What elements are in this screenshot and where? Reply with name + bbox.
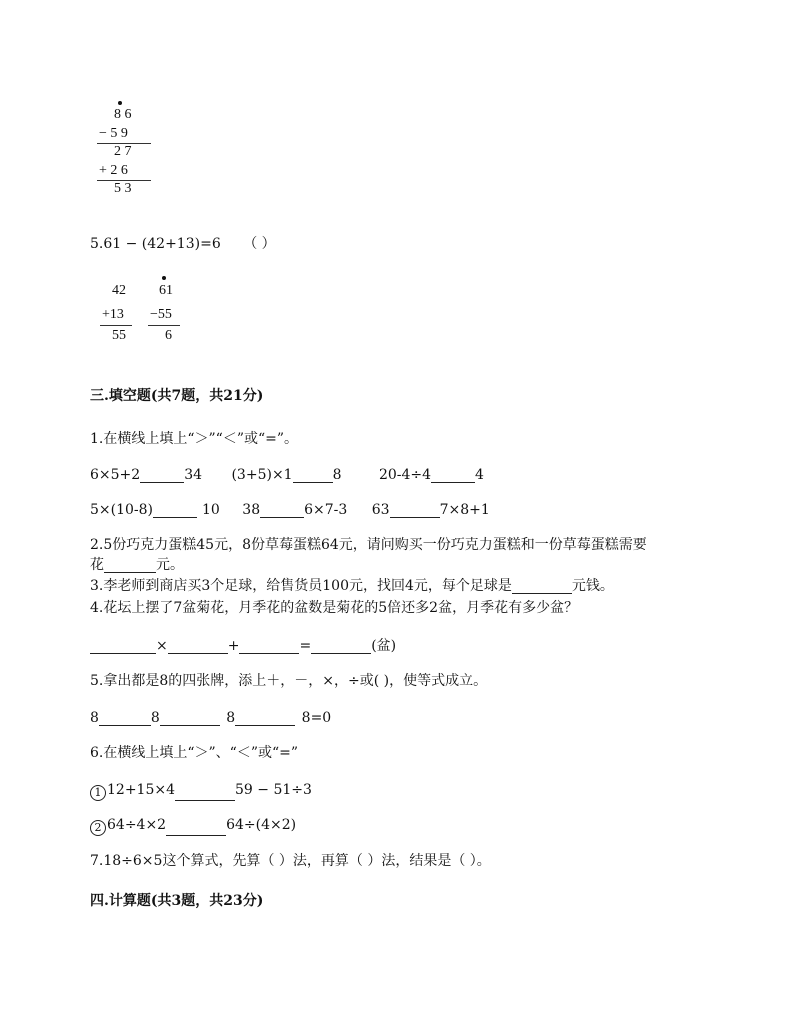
- s3-q2-line1: 2.5份巧克力蛋糕45元，8份草莓蛋糕64元，请问购买一份巧克力蛋糕和一份草莓蛋糕需要: [90, 537, 647, 553]
- q3-post: 元钱。: [571, 578, 614, 594]
- borrow-dot: [162, 276, 166, 280]
- answer-blank[interactable]: [175, 786, 235, 801]
- answer-blank[interactable]: [90, 639, 156, 654]
- vc1-op1: − 5 9: [99, 126, 128, 141]
- circled-number-1: 1: [90, 785, 106, 801]
- expr: 12+15×4: [107, 782, 175, 798]
- expr: 64÷4×2: [107, 817, 167, 833]
- vc1-mid: 2 7: [114, 144, 132, 159]
- answer-blank[interactable]: [260, 503, 304, 518]
- expr: 64÷(4×2): [226, 817, 297, 833]
- expr: 6×5+2: [90, 467, 141, 483]
- vc2-res: 55: [112, 328, 126, 343]
- answer-blank[interactable]: [235, 711, 295, 726]
- answer-blank[interactable]: [512, 579, 572, 594]
- answer-blank[interactable]: [390, 503, 440, 518]
- equals-sign: =: [299, 638, 312, 654]
- section-3-title: 三.填空题(共7题，共21分): [90, 388, 264, 404]
- q5-answer-paren[interactable]: （ ）: [243, 236, 276, 252]
- q2-pre: 花: [90, 557, 104, 573]
- vc2-op: +13: [102, 307, 124, 322]
- q5-expression: 5.61 − (42+13)=6: [90, 236, 221, 252]
- q5-line: [90, 236, 276, 252]
- expr: 8: [332, 467, 342, 483]
- expr: 6×7-3: [304, 502, 348, 518]
- vc3-top: 61: [159, 283, 173, 298]
- section-4-title: 四.计算题(共3题，共23分): [90, 893, 264, 909]
- vc1-op2: + 2 6: [99, 163, 128, 178]
- answer-blank[interactable]: [239, 639, 299, 654]
- vc2-rule: [100, 325, 132, 326]
- vc2-top: 42: [112, 283, 126, 298]
- s3-q6-item2: [90, 817, 296, 836]
- q2-post: 元。: [156, 557, 184, 573]
- expr: 59 − 51÷3: [235, 782, 312, 798]
- s3-q3: [90, 578, 614, 594]
- answer-blank[interactable]: [166, 821, 226, 836]
- answer-blank[interactable]: [431, 468, 475, 483]
- circled-number-2: 2: [90, 820, 106, 836]
- answer-blank[interactable]: [153, 503, 197, 518]
- s3-q6-item1: [90, 782, 312, 801]
- card-8: 8: [150, 710, 160, 726]
- expr: 10: [202, 502, 220, 518]
- q3-text: 3.李老师到商店买3个足球，给售货员100元，找回4元，每个足球是: [90, 578, 512, 594]
- s3-q7-text: 7.18÷6×5这个算式，先算（ ）法，再算（ ）法，结果是（ ）。: [90, 853, 491, 869]
- vc1-res: 5 3: [114, 181, 132, 196]
- answer-blank[interactable]: [99, 711, 151, 726]
- expr: 34: [184, 467, 203, 483]
- s3-q1-text: 1.在横线上填上“＞”“＜”或“=”。: [90, 431, 299, 447]
- expr: (3+5)×1: [231, 467, 293, 483]
- s3-q5-text: 5.拿出都是8的四张牌，添上＋，－，×，÷或( )，使等式成立。: [90, 673, 488, 689]
- answer-blank[interactable]: [293, 468, 333, 483]
- plus-sign: +: [227, 638, 240, 654]
- vc3-rule: [148, 325, 180, 326]
- s3-q2-line2: [90, 557, 184, 573]
- times-sign: ×: [156, 638, 168, 654]
- answer-blank[interactable]: [311, 639, 371, 654]
- answer-blank[interactable]: [160, 711, 220, 726]
- s3-q5-equation: [90, 710, 331, 726]
- vc3-op: −55: [150, 307, 172, 322]
- s3-q4-text: 4.花坛上摆了7盆菊花，月季花的盆数是菊花的5倍还多2盆，月季花有多少盆？: [90, 600, 579, 616]
- expr: 20-4÷4: [378, 467, 432, 483]
- expr: 63: [371, 502, 390, 518]
- s3-q1-row2: [90, 502, 490, 518]
- card-8: 8: [90, 710, 99, 726]
- card-8-tail: 8=0: [301, 710, 332, 726]
- answer-blank[interactable]: [140, 468, 184, 483]
- answer-blank[interactable]: [104, 558, 156, 573]
- s3-q4-equation: [90, 638, 396, 654]
- answer-blank[interactable]: [168, 639, 228, 654]
- expr: 7×8+1: [439, 502, 490, 518]
- expr: 5×(10-8): [90, 502, 154, 518]
- vc1-top: 8 6: [114, 107, 132, 122]
- s3-q6-text: 6.在横线上填上“＞”、“＜”或“=”: [90, 745, 299, 761]
- expr: 4: [475, 467, 484, 483]
- vc3-res: 6: [165, 328, 172, 343]
- carry-dot: [118, 101, 122, 105]
- unit: (盆): [371, 638, 397, 654]
- s3-q1-row1: [90, 467, 484, 483]
- expr: 38: [242, 502, 261, 518]
- card-8: 8: [226, 710, 236, 726]
